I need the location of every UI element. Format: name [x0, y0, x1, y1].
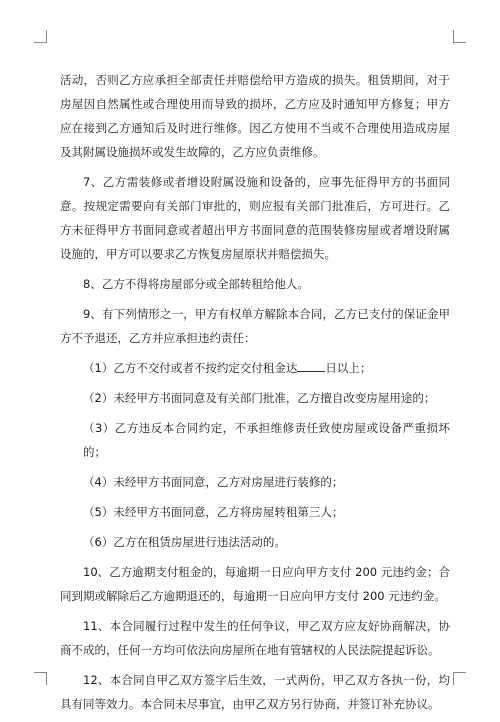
clause-12: 12、本合同自甲乙双方签字后生效，一式两份，甲乙双方各执一份，均具有同等效力。本合同未尽事宜，由甲乙双方另行协商，并签订补充协议。 [60, 673, 450, 711]
clause-9-item-6: （6）乙方在租赁房屋进行违法活动的。 [83, 535, 286, 549]
clause-10: 10、乙方逾期支付租金的，每逾期一日应向甲方支付 200 元违约金；合同到期或解除后乙方逾期退还的，每逾期一日应向甲方支付 200 元违约金。 [60, 565, 450, 603]
item-1-text-after: 日以上； [325, 361, 372, 375]
clause-9-item-3: （3）乙方违反本合同约定，不承担维修责任致使房屋或设备严重损坏的； [83, 421, 450, 459]
item-1-text-before: （1）乙方不交付或者不按约定交付租金达 [83, 361, 298, 375]
clause-9-item-4: （4）未经甲方书面同意，乙方对房屋进行装修的； [83, 475, 344, 489]
crop-mark-top-right [453, 30, 466, 43]
clause-9-item-2: （2）未经甲方书面同意及有关部门批准，乙方擅自改变房屋用途的； [83, 391, 436, 405]
crop-mark-bottom-left [34, 672, 47, 685]
document-body [60, 68, 450, 722]
blank-line [297, 361, 325, 372]
clause-11: 11、本合同履行过程中发生的任何争议，甲乙双方应友好协商解决，协商不成的，任何一方均可依法向房屋所在地有管辖权的人民法院提起诉讼。 [60, 619, 450, 657]
crop-mark-bottom-right [453, 672, 466, 685]
crop-mark-top-left [34, 30, 47, 43]
clause-7: 7、乙方需装修或者增设附属设施和设备的，应事先征得甲方的书面同意。按规定需要向有关部门审批的，则应报有关部门批准后，方可进行。乙方未征得甲方书面同意或者超出甲方书面同意的范围装修房屋或者增设附属设施的，甲方可以要求乙方恢复房屋原状并赔偿损失。 [60, 175, 450, 261]
clause-9-item-1 [60, 356, 450, 380]
clause-9: 9、有下列情形之一，甲方有权单方解除本合同，乙方已支付的保证金甲方不予退还，乙方并应承担违约责任： [60, 307, 450, 345]
paragraph-continuation: 活动，否则乙方应承担全部责任并赔偿给甲方造成的损失。租赁期间，对于房屋因自然属性或合理使用而导致的损坏，乙方应及时通知甲方修复；甲方应在接到乙方通知后及时进行维修。因乙方使用不当或不合理使用造成房屋及其附属设施损坏或发生故障的，乙方应负责维修。 [60, 73, 450, 159]
clause-8: 8、乙方不得将房屋部分或全部转租给他人。 [83, 277, 309, 291]
clause-9-item-5: （5）未经甲方书面同意，乙方将房屋转租第三人； [83, 505, 344, 519]
